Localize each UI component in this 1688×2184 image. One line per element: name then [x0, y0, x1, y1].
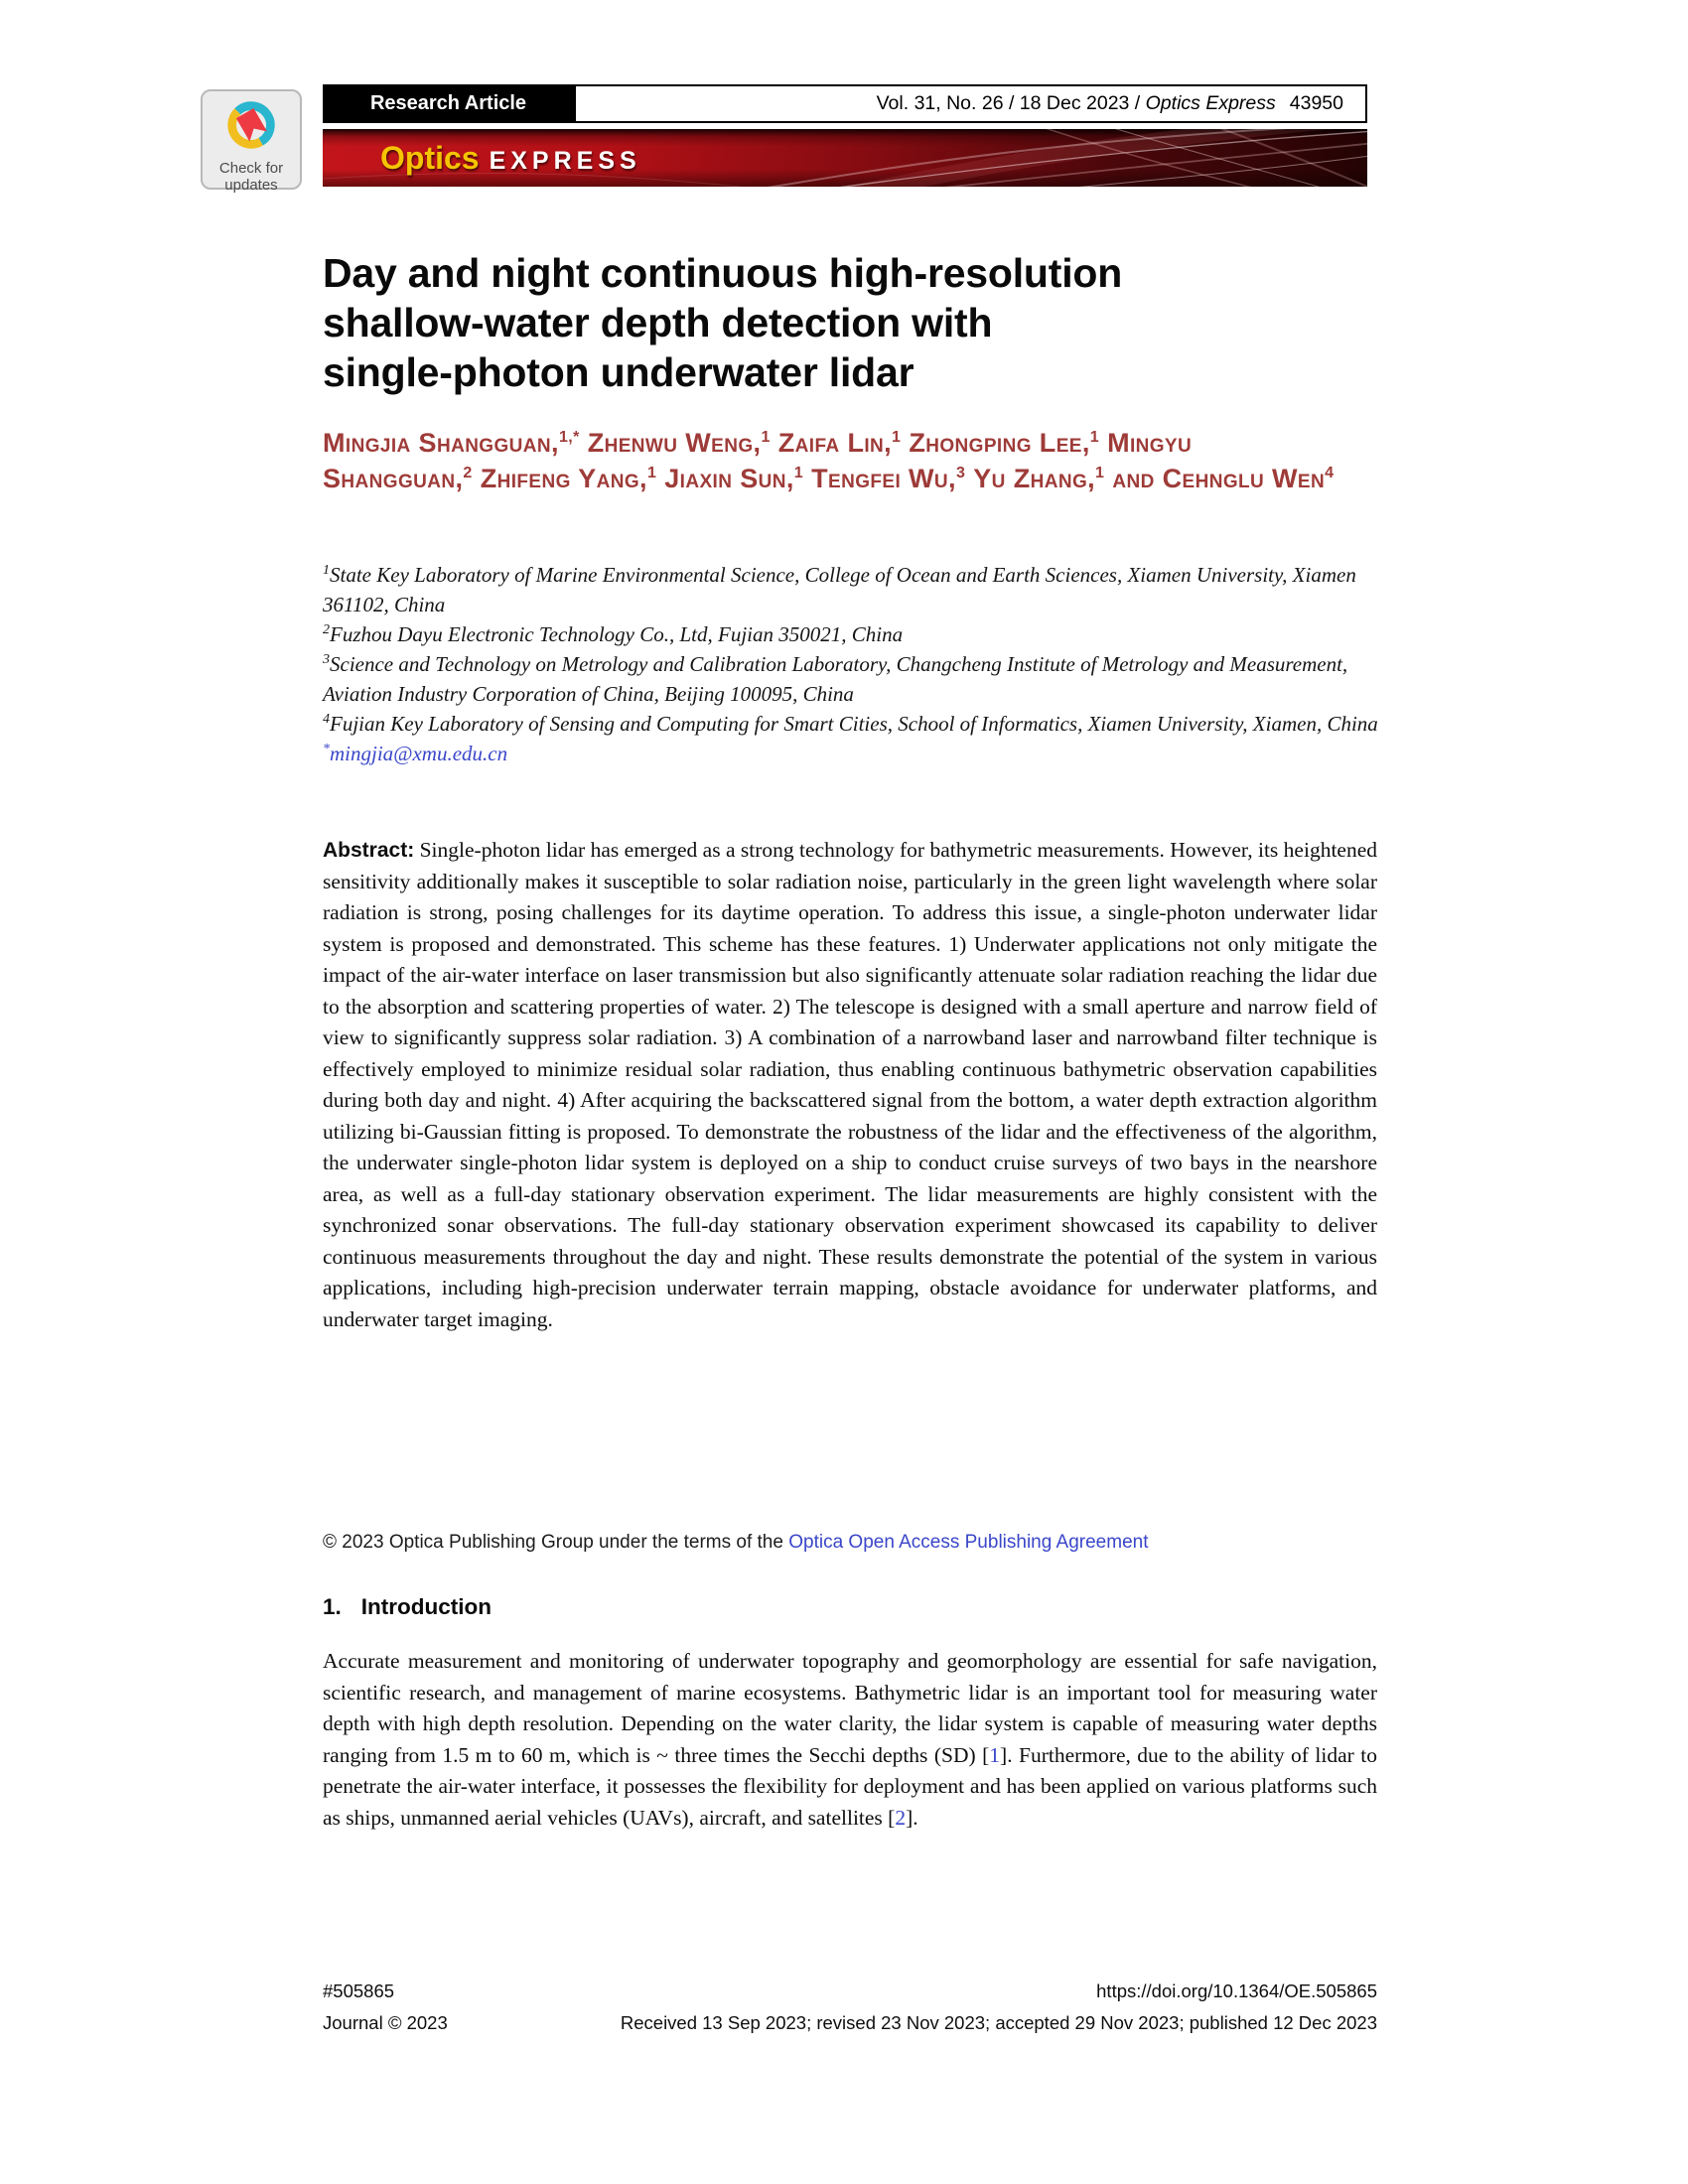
footer-row-1: [323, 1976, 1377, 2007]
author-list: [323, 425, 1373, 496]
badge-label: Check for updates: [218, 160, 284, 194]
author: Mingyu Shangguan,$^2$: [323, 428, 1193, 493]
journal-copyright: Journal © 2023: [323, 2012, 448, 2033]
journal-name: Optics Express: [1145, 92, 1276, 114]
title-line-2: shallow-water depth detection with: [323, 300, 993, 345]
author: Zhifeng Yang,$^1$: [480, 464, 657, 493]
banner-title: [380, 140, 641, 177]
affiliation: $^4$Fujian Key Laboratory of Sensing and Computing for Smart Cities, School of Informatics, Xiamen University, Xiamen, China: [323, 712, 1378, 736]
banner-word-express: EXPRESS: [489, 146, 641, 175]
page-footer: [323, 1976, 1377, 2039]
section-number: 1.: [323, 1594, 342, 1619]
author: Jiaxin Sun,$^1$: [664, 464, 804, 493]
crossmark-icon: [222, 96, 280, 159]
section-title: Introduction: [360, 1594, 492, 1619]
title-line-1: Day and night continuous high-resolution: [323, 250, 1123, 296]
author: Tengfei Wu,$^3$: [811, 464, 966, 493]
author: and Cehnglu Wen$^4$: [1112, 464, 1335, 493]
author: Zhenwu Weng,$^1$: [587, 428, 771, 458]
check-for-updates-badge[interactable]: [201, 89, 302, 194]
title-line-3: single-photon underwater lidar: [323, 349, 914, 395]
affiliation: $^1$State Key Laboratory of Marine Environmental Science, College of Ocean and Earth Sciences, Xiamen University, Xiamen 361102, China: [323, 563, 1356, 616]
article-history: Received 13 Sep 2023; revised 23 Nov 2023; accepted 29 Nov 2023; published 12 Dec 2023: [620, 2012, 1377, 2033]
journal-citation-line: [574, 84, 1367, 123]
citation-prefix: Vol. 31, No. 26 / 18 Dec 2023 /: [876, 92, 1146, 114]
abstract-label: Abstract:: [323, 839, 415, 862]
author: Yu Zhang,$^1$: [973, 464, 1105, 493]
citation-link-2[interactable]: 2: [895, 1805, 907, 1830]
intro-paragraph: Accurate measurement and monitoring of underwater topography and geomorphology are essential for safe navigation, scientific research, and management of marine ecosystems. Bathymetric lidar is an important tool for measuring water depth with high depth resolution. Depending on the water clarity, the lidar system is capable of measuring water depths ranging from 1.5 m to 60 m, which is ~ three times the Secchi depths (SD) [1]. Furthermore, due to the ability of lidar to penetrate the air-water interface, it possesses the flexibility for deployment and has been applied on various platforms such as ships, unmanned aerial vehicles (UAVs), aircraft, and satellites [2].: [323, 1649, 1377, 1830]
corresponding-email: *mingjia@xmu.edu.cn: [323, 742, 508, 765]
manuscript-id: #505865: [323, 1980, 395, 2001]
journal-banner: [323, 129, 1367, 187]
masthead-kicker-row: [323, 84, 1367, 123]
article-type-label: Research Article: [323, 84, 574, 123]
author: Zaifa Lin,$^1$: [777, 428, 902, 458]
first-page-number: 43950: [1289, 92, 1343, 114]
affiliation: $^3$Science and Technology on Metrology and Calibration Laboratory, Changcheng Institute of Metrology and Measurement, Aviation Industry Corporation of China, Beijing 100095, China: [323, 652, 1348, 706]
author: Mingjia Shangguan,$^{1,*}$: [323, 428, 580, 458]
affiliation: $^2$Fuzhou Dayu Electronic Technology Co., Ltd, Fujian 350021, China: [323, 622, 904, 646]
abstract-text: Single-photon lidar has emerged as a strong technology for bathymetric measurements. However, its heightened sensitivity additionally makes it susceptible to solar radiation noise, particularly in the green light wavelength where solar radiation is strong, posing challenges for its daytime operation. To address this issue, a single-photon underwater lidar system is proposed and demonstrated. This scheme has these features. 1) Underwater applications not only mitigate the impact of the air-water interface on laser transmission but also significantly attenuate solar radiation reaching the lidar due to the absorption and scattering properties of water. 2) The telescope is designed with a small aperture and narrow field of view to significantly suppress solar radiation. 3) A combination of a narrowband laser and narrowband filter technique is effectively employed to minimize residual solar radiation, thus enabling continuous bathymetric observation capabilities during both day and night. 4) After acquiring the backscattered signal from the bottom, a water depth extraction algorithm utilizing bi-Gaussian fitting is proposed. To demonstrate the robustness of the lidar and the effectiveness of the algorithm, the underwater single-photon lidar system is deployed on a ship to conduct cruise surveys of two bays in the nearshore area, as well as a full-day stationary observation experiment. The lidar measurements are highly consistent with the synchronized sonar observations. The full-day stationary observation experiment showcased its capability to deliver continuous measurements throughout the day and night. These results demonstrate the potential of the system in various applications, including high-precision underwater terrain mapping, obstacle avoidance for underwater platforms, and underwater target imaging.: [323, 838, 1378, 1331]
affiliation-block: [323, 560, 1380, 768]
citation-link-1[interactable]: 1: [989, 1742, 1001, 1767]
banner-word-optics: Optics: [380, 139, 480, 176]
author: Zhongping Lee,$^1$: [909, 428, 1100, 458]
doi-link[interactable]: https://doi.org/10.1364/OE.505865: [1096, 1980, 1377, 2001]
email-link[interactable]: mingjia@xmu.edu.cn: [330, 742, 508, 765]
open-access-agreement-link[interactable]: Optica Open Access Publishing Agreement: [788, 1532, 1149, 1553]
section-1-heading: [323, 1594, 1377, 1620]
copyright-line: © 2023 Optica Publishing Group under the terms of the Optica Open Access Publishing Agreement: [323, 1532, 1149, 1553]
abstract: [323, 835, 1377, 1335]
footer-row-2: [323, 2007, 1377, 2039]
article-title: [323, 248, 1380, 397]
